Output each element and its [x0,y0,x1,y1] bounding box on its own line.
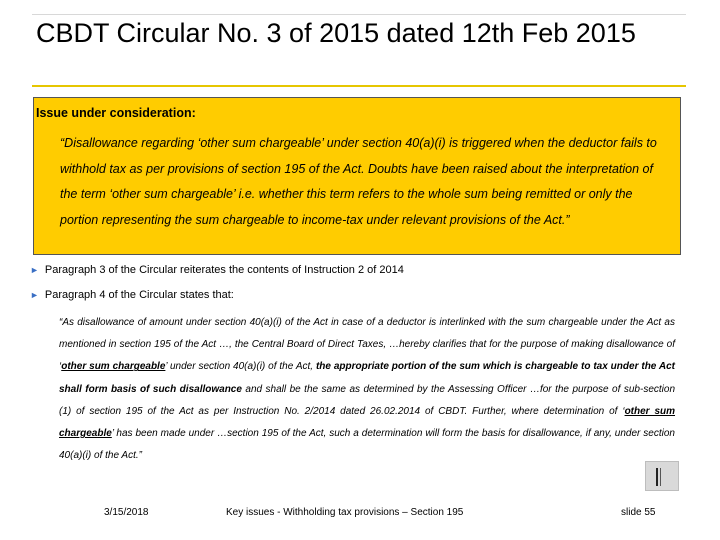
end-bar-icon-detail [660,468,661,486]
quote-part: ’ under section 40(a)(i) of the Act, [165,361,316,373]
quote-part: and shall be the same as determined by the Assessing Officer …for the purpose of sub-section (1) of section 195 of the Act as per Instruction No. 2/2014 dated 26.02.2014 of CBDT. Further, where determination of ‘ [59,383,676,417]
bullet-item [30,264,404,276]
slide-title: CBDT Circular No. 3 of 2015 dated 12th Feb 2015 [36,18,636,48]
quote-part: “As disallowance of amount under section 40(a)(i) of the Act in case of a deductor is interlinked with the sum chargeable under the Act as mentioned in section 195 of the Act …, the Central Board of Direct Taxes, …hereby clarifies that for the purpose of making disallowance of ‘ [59,317,675,373]
footer-slide-number: slide 55 [621,507,656,518]
triangle-right-icon: ► [30,290,39,300]
end-bar-icon [656,468,658,486]
quote-term: other sum chargeable [59,405,676,440]
title-divider [32,85,686,87]
bullet-text: Paragraph 3 of the Circular reiterates the contents of Instruction 2 of 2014 [44,264,404,276]
triangle-right-icon: ► [30,265,39,275]
end-nav-button[interactable] [645,461,679,491]
circular-quote [59,312,675,467]
quote-bold-phrase: the appropriate portion of the sum which is chargeable to tax under the Act shall form basis of such disallowance [59,361,676,395]
bullet-item [30,289,234,301]
footer-date: 3/15/2018 [104,507,149,518]
top-divider [32,14,686,15]
issue-heading: Issue under consideration: [36,106,196,120]
issue-quote: “Disallowance regarding ‘other sum chargeable’ under section 40(a)(i) is triggered when the deductor fails to withhold tax as per provisions of section 195 of the Act. Doubts have been raised about the interpretation of the term ‘other sum chargeable’ i.e. whether this term refers to the whole sum being remitted or only the portion representing the sum chargeable to income-tax under relevant provisions of the Act.” [60,136,657,227]
issue-box [33,97,681,255]
quote-term: other sum chargeable [61,361,166,373]
quote-part: ’ has been made under …section 195 of the Act, such a determination will form the basis for disallowance, if any, under section 40(a)(i) of the Act.” [59,428,675,462]
bullet-text: Paragraph 4 of the Circular states that: [44,289,234,301]
footer-title: Key issues - Withholding tax provisions – Section 195 [226,507,464,518]
